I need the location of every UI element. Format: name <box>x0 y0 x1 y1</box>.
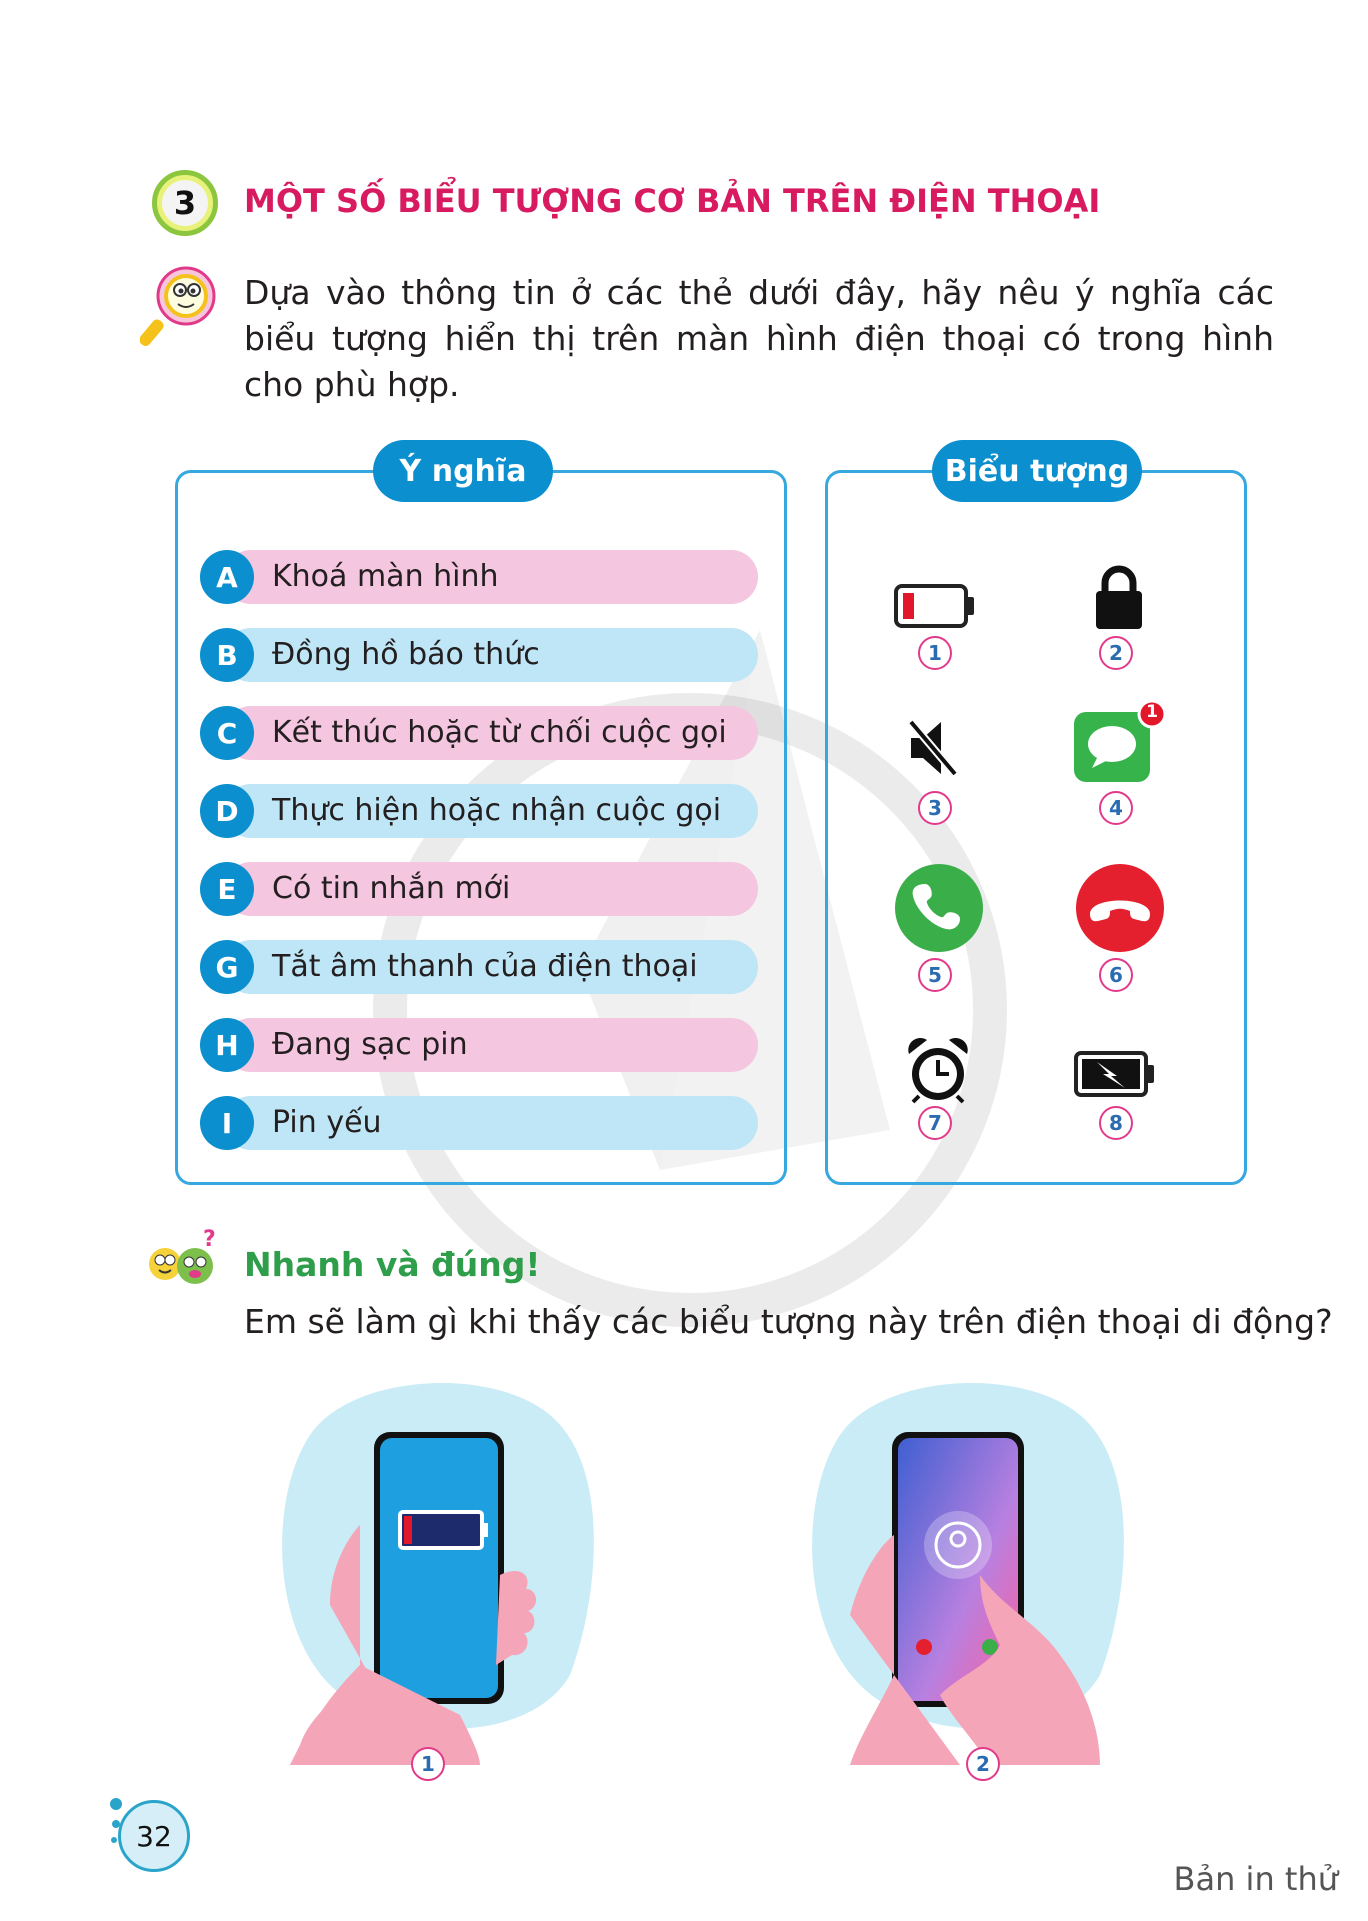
meaning-row-i <box>200 1096 758 1150</box>
alarm-clock-icon <box>905 1036 971 1104</box>
meaning-letter: I <box>200 1096 254 1150</box>
icons-panel-title: Biểu tượng <box>932 440 1142 502</box>
section-title: MỘT SỐ BIỂU TƯỢNG CƠ BẢN TRÊN ĐIỆN THOẠI <box>244 182 1101 220</box>
meaning-letter: G <box>200 940 254 994</box>
meanings-panel-title: Ý nghĩa <box>373 440 553 502</box>
meaning-row-e <box>200 862 758 916</box>
quick-section-title: Nhanh và đúng! <box>244 1245 541 1284</box>
footer-draft-label: Bản in thử <box>1173 1860 1338 1898</box>
meaning-text: Pin yếu <box>272 1105 382 1140</box>
meaning-letter: D <box>200 784 254 838</box>
call-accept-icon <box>893 862 985 954</box>
low-battery-icon <box>893 583 977 629</box>
icon-number: 2 <box>1099 636 1133 670</box>
quick-section-question: Em sẽ làm gì khi thấy các biểu tượng này trên điện thoại di động? <box>244 1302 1333 1341</box>
meaning-text: Có tin nhắn mới <box>272 871 511 906</box>
page-number: 32 <box>118 1800 190 1872</box>
phone-number: 1 <box>411 1747 445 1781</box>
call-end-icon <box>1074 862 1166 954</box>
icon-number: 6 <box>1099 958 1133 992</box>
phone-low-battery-illustration <box>270 1375 620 1765</box>
lock-icon <box>1093 565 1145 631</box>
charging-battery-icon <box>1073 1050 1157 1098</box>
meaning-row-d <box>200 784 758 838</box>
meaning-text: Đang sạc pin <box>272 1027 468 1062</box>
meaning-row-h <box>200 1018 758 1072</box>
icon-number: 7 <box>918 1106 952 1140</box>
phone-number: 2 <box>966 1747 1000 1781</box>
meaning-row-b <box>200 628 758 682</box>
meaning-row-g <box>200 940 758 994</box>
instruction-text: Dựa vào thông tin ở các thẻ dưới đây, hãy nêu ý nghĩa các biểu tượng hiển thị trên màn hình điện thoại có trong hình cho phù hợp. <box>244 273 1274 404</box>
icon-number: 5 <box>918 958 952 992</box>
meaning-letter: C <box>200 706 254 760</box>
message-badge-count: 1 <box>1146 702 1158 722</box>
phone-incoming-call-illustration <box>800 1375 1150 1765</box>
meaning-letter: A <box>200 550 254 604</box>
icon-number: 3 <box>918 791 952 825</box>
meaning-text: Tắt âm thanh của điện thoại <box>272 949 698 984</box>
meaning-letter: B <box>200 628 254 682</box>
meaning-row-a <box>200 550 758 604</box>
meaning-letter: E <box>200 862 254 916</box>
meaning-text: Thực hiện hoặc nhận cuộc gọi <box>272 793 722 828</box>
icons-panel <box>825 470 1247 1185</box>
mascots-icon <box>145 1228 225 1290</box>
section-number-badge <box>152 170 218 236</box>
icon-number: 4 <box>1099 791 1133 825</box>
svg-text:?: ? <box>203 1228 216 1252</box>
icon-number: 8 <box>1099 1106 1133 1140</box>
meaning-letter: H <box>200 1018 254 1072</box>
section-number: 3 <box>162 180 208 226</box>
icon-number: 1 <box>918 636 952 670</box>
meaning-text: Đồng hồ báo thức <box>272 637 540 672</box>
mute-icon <box>905 718 961 778</box>
magnifier-mascot-icon <box>140 262 220 352</box>
meaning-text: Kết thúc hoặc từ chối cuộc gọi <box>272 715 727 750</box>
meaning-text: Khoá màn hình <box>272 559 499 594</box>
meaning-row-c <box>200 706 758 760</box>
